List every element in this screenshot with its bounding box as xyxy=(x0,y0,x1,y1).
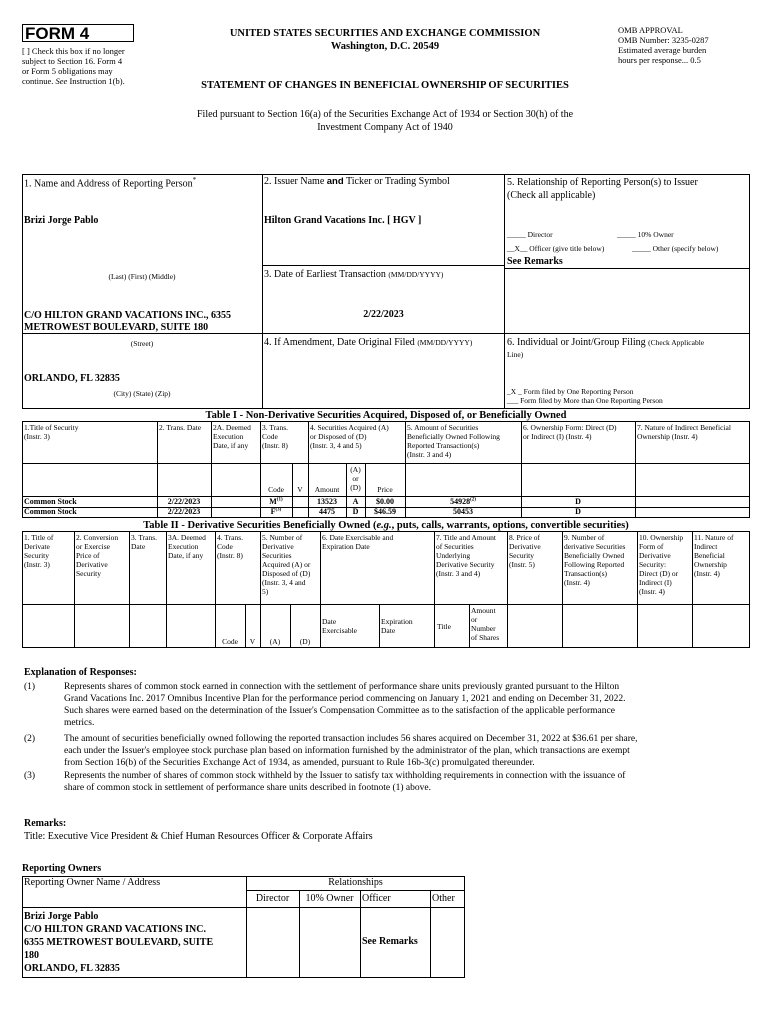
table2-rule xyxy=(637,531,638,648)
street-caption: (Street) xyxy=(130,339,154,348)
t1-col-nature xyxy=(637,423,731,441)
t1-h-line: 2. Trans. Date xyxy=(159,423,202,432)
t2-h-line: derivative Securities xyxy=(564,542,626,551)
filed-line: Investment Company Act of 1940 xyxy=(317,122,453,133)
t1-h-line: Ownership (Instr. 4) xyxy=(637,432,698,441)
t1-row-owned-value: 54928 xyxy=(450,497,471,506)
footnote xyxy=(24,770,754,794)
t2-h-line: 4. Trans. xyxy=(217,533,244,542)
grid-divider xyxy=(262,265,505,266)
table2-rule xyxy=(166,531,167,648)
filed-pursuant xyxy=(110,108,660,134)
owners-rule xyxy=(246,890,465,891)
t1-col-acquired xyxy=(310,423,389,450)
t1-row-price: $0.00 xyxy=(376,497,394,506)
t1-h-line: or Indirect (I) (Instr. 4) xyxy=(523,432,592,441)
footnote-ref[interactable]: (1) xyxy=(276,497,283,503)
t1-row-ad: D xyxy=(352,507,359,516)
t1-sub-ad-line: (D) xyxy=(350,483,361,492)
owners-col-name: Reporting Owner Name / Address xyxy=(24,877,161,888)
table1-title: Table I - Non-Derivative Securities Acquired, Disposed of, or Beneficially Owned xyxy=(205,410,567,421)
agency-heading xyxy=(195,27,575,53)
one-reporting-person-option: _X _ Form filed by One Reporting Person xyxy=(507,387,634,396)
t2-h-line: Derivative xyxy=(76,560,108,569)
footnote-line: each under the Issuer's employee stock purchase plan based on information furnished by the administrator of the plan, which transactions are exempt xyxy=(64,746,630,756)
table1-rule xyxy=(635,421,636,518)
checkbox-note-line: or Form 5 obligations may xyxy=(22,66,113,76)
t2-h-line: Beneficial xyxy=(694,551,725,560)
t1-row-owned: 50453 xyxy=(453,507,473,516)
t2-h-line: Ownership xyxy=(694,560,727,569)
footnote-number: (1) xyxy=(24,682,36,692)
footnote xyxy=(24,681,754,729)
t2-h-line: Direct (D) or xyxy=(639,569,679,578)
t2-h-line: (Instr. 3, 4 and xyxy=(262,578,306,587)
footnote-text xyxy=(64,770,625,794)
t2-h-line: 10. Ownership xyxy=(639,533,684,542)
t1-h-line: (Instr. 3) xyxy=(24,432,50,441)
footnote-line: Grand Vacations Inc. 2017 Omnibus Incentive Plan for the performance period commencing on January 1, 2021 and ending on December 31, 2022. xyxy=(64,694,626,704)
t1-sub-ad-line: (A) xyxy=(350,465,361,474)
t1-h-line: Reported Transaction(s) xyxy=(407,441,480,450)
table2-rule xyxy=(692,531,693,648)
box5-label-line: (Check all applicable) xyxy=(507,190,596,201)
t2-col-owned xyxy=(564,533,625,587)
t1-h-line: 3. Trans. xyxy=(262,423,289,432)
table2-rule xyxy=(320,531,321,648)
form-title: FORM 4 xyxy=(22,24,134,42)
owners-rule xyxy=(246,876,247,978)
issuer-name: Hilton Grand Vacations Inc. [ HGV ] xyxy=(264,215,422,226)
box6-label xyxy=(507,337,747,361)
t2-h-line: or Exercise xyxy=(76,542,110,551)
t2-col-title xyxy=(24,533,53,569)
street-line: METROWEST BOULEVARD, SUITE 180 xyxy=(24,322,209,333)
box6-label-note2: Line) xyxy=(507,350,524,359)
statement-title: STATEMENT OF CHANGES IN BENEFICIAL OWNERSHIP OF SECURITIES xyxy=(201,80,569,91)
t1-row-amount: 4475 xyxy=(319,507,335,516)
footnote-line: from Section 16(b) of the Securities Exchange Act of 1934, as amended, pursuant to Rule 16b-3(c) promulgated thereunder. xyxy=(64,758,535,768)
owner-line: 180 xyxy=(24,950,39,961)
checkbox-note-line: [ ] Check this box if no longer xyxy=(22,46,125,56)
filed-line: Filed pursuant to Section 16(a) of the Securities Exchange Act of 1934 or Section 30(h) of the xyxy=(196,109,574,120)
omb-line: OMB APPROVAL xyxy=(618,25,683,35)
t1-sub-ad xyxy=(346,465,365,492)
t2-h-line: (Instr. 8) xyxy=(217,551,243,560)
table1-rule xyxy=(22,463,750,464)
footnote-number: (2) xyxy=(24,734,36,744)
t2-h-line: Derivate xyxy=(24,542,50,551)
t1-row-ad: A xyxy=(352,497,359,506)
t2-h-line: (Instr. 3 and 4) xyxy=(436,569,481,578)
table2-rule xyxy=(215,531,216,648)
t2-sub-line: Date xyxy=(322,617,337,626)
box3-label-text: 3. Date of Earliest Transaction xyxy=(264,269,386,280)
t1-h-line: Beneficially Owned Following xyxy=(407,432,500,441)
omb-line: OMB Number: 3235-0287 xyxy=(618,35,709,45)
t2-col-nature xyxy=(694,533,734,578)
t2-h-line: Disposed of (D) xyxy=(262,569,311,578)
table2-rule xyxy=(562,531,563,648)
t2-h-line: Security xyxy=(76,569,101,578)
owner-line: 6355 METROWEST BOULEVARD, SUITE xyxy=(24,937,214,948)
t2-h-line: Code xyxy=(217,542,233,551)
t1-row-code xyxy=(260,497,292,506)
t2-h-line: 3A. Deemed xyxy=(168,533,206,542)
t2-sub-code: Code xyxy=(222,637,238,646)
t2-h-line: Derivative xyxy=(262,542,294,551)
table2-rule xyxy=(129,531,130,648)
t1-sub-price: Price xyxy=(377,485,393,494)
t2-h-line: 7. Title and Amount xyxy=(436,533,497,542)
t2-h-line: Beneficially Owned xyxy=(564,551,625,560)
t2-sub-a: (A) xyxy=(269,637,281,646)
owners-rule xyxy=(360,890,361,978)
t2-h-line: Execution xyxy=(168,542,199,551)
box3-label xyxy=(264,269,443,280)
t2-h-line: 11. Nature of xyxy=(694,533,734,542)
owners-rule xyxy=(430,890,431,978)
t1-row-price: $46.59 xyxy=(374,507,396,516)
t1-col-trans-date xyxy=(159,423,201,432)
t1-sub-ad-line: or xyxy=(352,474,359,483)
footnote-text xyxy=(64,733,638,769)
t2-sub-line: of Shares xyxy=(471,633,500,642)
t2-h-line: Derivative Security xyxy=(436,560,495,569)
t1-row-date: 2/22/2023 xyxy=(167,507,201,516)
owners-col-ten-pct: 10% Owner xyxy=(305,893,354,904)
remarks-heading: Remarks: xyxy=(24,818,67,829)
t2-h-line: Security xyxy=(24,551,49,560)
other-checkbox: _____ Other (specify below) xyxy=(632,244,719,253)
table2-rule xyxy=(507,531,508,648)
city-caption: (City) (State) (Zip) xyxy=(113,389,171,398)
checkbox-note-line xyxy=(22,76,152,86)
t2-h-line: Following Reported xyxy=(564,560,625,569)
checkbox-note-instr: Instruction 1(b). xyxy=(69,76,125,86)
table2-title-b: , puts, calls, warrants, options, convertible securities) xyxy=(391,520,629,531)
footnote xyxy=(24,733,754,770)
t2-sub-v: V xyxy=(249,637,256,646)
t2-h-line: Indirect xyxy=(694,542,718,551)
t1-h-line: 1.Title of Security xyxy=(24,423,79,432)
t2-h-line: (Instr. 3) xyxy=(24,560,50,569)
owners-heading: Reporting Owners xyxy=(22,863,102,874)
owners-col-relationships: Relationships xyxy=(328,877,383,888)
box5-see-remarks: See Remarks xyxy=(507,256,563,267)
t1-h-line: 7. Nature of Indirect Beneficial xyxy=(637,423,731,432)
t1-col-deemed xyxy=(213,423,251,450)
t1-sub-code: Code xyxy=(268,485,284,494)
box4-label-text: 4. If Amendment, Date Original Filed xyxy=(264,337,415,348)
t2-h-line: 5) xyxy=(262,587,269,596)
table2-rule xyxy=(469,604,470,648)
t2-h-line: Securities xyxy=(262,551,292,560)
t1-row-code-value: F xyxy=(270,507,276,516)
checkbox-note-text: continue. xyxy=(22,76,54,86)
reporting-city: ORLANDO, FL 32835 xyxy=(24,373,120,384)
footnote-line: Represents the number of shares of common stock withheld by the Issuer to satisfy tax withholding requirements in connection with the issuance of xyxy=(64,771,626,781)
box2-label-a: 2. Issuer Name xyxy=(264,176,325,187)
footnote-line: share of common stock in settlement of performance share units described in footnote (1) above. xyxy=(64,783,431,793)
table2-rule xyxy=(260,531,261,648)
explanation-notes xyxy=(24,681,754,794)
t2-h-line: Form of xyxy=(639,542,664,551)
name-caption: (Last) (First) (Middle) xyxy=(108,272,176,281)
t2-sub-line: Exercisable xyxy=(322,626,357,635)
t2-col-conversion xyxy=(76,533,118,578)
owner-details xyxy=(24,910,213,975)
t2-h-line: Date, if any xyxy=(168,551,204,560)
owner-line: ORLANDO, FL 32835 xyxy=(24,963,120,974)
remarks-text: Title: Executive Vice President & Chief Human Resources Officer & Corporate Affairs xyxy=(24,831,373,842)
explanation-heading: Explanation of Responses: xyxy=(24,667,137,678)
grid-divider xyxy=(505,268,750,269)
t2-h-line: 6. Date Exercisable and xyxy=(322,533,394,542)
t1-h-line: (Instr. 3, 4 and 5) xyxy=(310,441,362,450)
t2-col-deemed xyxy=(168,533,206,560)
t2-h-line: of Securities xyxy=(436,542,474,551)
t2-h-line: 9. Number of xyxy=(564,533,605,542)
box2-label xyxy=(264,176,450,187)
t2-h-line: Indirect (I) xyxy=(639,578,672,587)
t1-row-form: D xyxy=(575,497,581,506)
t2-sub-line: Number xyxy=(471,624,496,633)
checkbox-note-line: subject to Section 16. Form 4 xyxy=(22,56,123,66)
t2-h-line: Security: xyxy=(639,560,667,569)
t2-sub-line: Expiration xyxy=(381,617,413,626)
t1-h-line: or Disposed of (D) xyxy=(310,432,367,441)
omb-approval xyxy=(618,25,758,65)
t1-row-amount: 13523 xyxy=(317,497,337,506)
box5-label-line: 5. Relationship of Reporting Person(s) to Issuer xyxy=(507,177,698,188)
t1-h-line: 4. Securities Acquired (A) xyxy=(310,423,389,432)
agency-address: Washington, D.C. 20549 xyxy=(330,41,440,52)
box1-label-mark: * xyxy=(192,176,197,184)
t1-sub-v: V xyxy=(297,485,303,494)
box6-label-note: (Check Applicable xyxy=(648,338,705,347)
t1-row-owned xyxy=(405,497,521,506)
box4-label-fmt: (MM/DD/YYYY) xyxy=(417,338,473,347)
t1-row-title: Common Stock xyxy=(24,507,77,516)
agency-name: UNITED STATES SECURITIES AND EXCHANGE COMMISSION xyxy=(229,28,541,39)
t2-sub-line: or xyxy=(471,615,478,624)
t2-sub-line: Date xyxy=(381,626,396,635)
t1-h-line: Execution xyxy=(213,432,244,441)
owners-col-other: Other xyxy=(432,893,455,904)
officer-checkbox: __X__ Officer (give title below) xyxy=(507,244,605,253)
grid-divider xyxy=(262,174,263,409)
t2-sub-d: (D) xyxy=(299,637,311,646)
table2-rule xyxy=(434,531,435,648)
t2-h-line: Underlying xyxy=(436,551,471,560)
t1-h-line: 2A. Deemed xyxy=(213,423,251,432)
box4-label xyxy=(264,337,472,348)
omb-line: Estimated average burden xyxy=(618,45,707,55)
t1-col-code xyxy=(262,423,288,450)
street-line: C/O HILTON GRAND VACATIONS INC., 6355 xyxy=(24,310,231,321)
t1-col-owned xyxy=(407,423,500,459)
t2-sub-amount xyxy=(471,606,499,642)
t1-col-title xyxy=(24,423,79,441)
t2-h-line: Expiration Date xyxy=(322,542,370,551)
t2-sub-title: Title xyxy=(437,622,451,631)
table2-title xyxy=(22,520,750,531)
footnote-line: metrics. xyxy=(64,718,95,728)
t2-h-line: 1. Title of xyxy=(24,533,54,542)
owner-officer-value: See Remarks xyxy=(362,936,418,947)
t2-col-code xyxy=(217,533,243,560)
t2-col-price xyxy=(509,533,541,569)
t1-h-line: Date, if any xyxy=(213,441,249,450)
box5-label xyxy=(507,176,750,202)
t2-sub-date-ex xyxy=(322,617,357,635)
checkbox-note-see: See xyxy=(55,76,68,86)
t1-col-form xyxy=(523,423,617,441)
t2-sub-line: Amount xyxy=(471,606,496,615)
table2-rule xyxy=(22,604,750,605)
footnote-ref[interactable]: (2) xyxy=(470,497,476,503)
footnote-text xyxy=(64,681,626,729)
t1-row-title: Common Stock xyxy=(24,497,77,506)
owners-col-officer: Officer xyxy=(362,893,391,904)
multiple-reporting-persons-option: ___ Form filed by More than One Reporting Person xyxy=(507,396,663,405)
footnote-line: Such shares were earned based on the determination of the Issuer's Compensation Committee as to the satisfaction of the applicable performance xyxy=(64,706,615,716)
t2-h-line: Transaction(s) xyxy=(564,569,608,578)
owners-col-director: Director xyxy=(255,893,290,904)
table2-rule xyxy=(74,531,75,648)
t2-h-line: (Instr. 5) xyxy=(509,560,535,569)
t2-sub-expiration xyxy=(381,617,413,635)
reporting-street xyxy=(24,310,231,334)
t2-h-line: (Instr. 4) xyxy=(564,578,590,587)
owner-line: Brizi Jorge Pablo xyxy=(24,911,99,922)
t2-h-line: Acquired (A) or xyxy=(262,560,311,569)
t2-h-line: (Instr. 4) xyxy=(694,569,720,578)
grid-divider xyxy=(504,174,505,409)
t2-h-line: Derivative xyxy=(509,542,541,551)
table2-title-eg: e.g. xyxy=(376,520,392,531)
footnote-ref[interactable]: (3) xyxy=(275,507,282,513)
table1-rule xyxy=(211,421,212,518)
t2-h-line: 2. Conversion xyxy=(76,533,119,542)
t1-h-line: (Instr. 3 and 4) xyxy=(407,450,452,459)
reporting-person-name: Brizi Jorge Pablo xyxy=(24,215,99,226)
table2-title-a: Table II - Derivative Securities Beneficially Owned ( xyxy=(143,520,377,531)
director-checkbox: _____ Director xyxy=(507,230,553,239)
t2-h-line: 5. Number of xyxy=(262,533,303,542)
t1-row-form: D xyxy=(575,507,581,516)
footnote-line: Represents shares of common stock earned in connection with the settlement of performance share units previously granted pursuant to the Hilton xyxy=(64,682,620,692)
earliest-transaction-date: 2/22/2023 xyxy=(363,309,404,320)
t1-row-date: 2/22/2023 xyxy=(167,497,201,506)
t2-col-form xyxy=(639,533,683,596)
t2-h-line: (Instr. 4) xyxy=(639,587,665,596)
t2-h-line: 3. Trans. xyxy=(131,533,158,542)
t2-col-number xyxy=(262,533,310,596)
t2-h-line: Date xyxy=(131,542,146,551)
box3-label-fmt: (MM/DD/YYYY) xyxy=(388,270,444,279)
footnote-number: (3) xyxy=(24,771,36,781)
t2-col-underlying xyxy=(436,533,496,578)
t2-h-line: Price of xyxy=(76,551,100,560)
t1-sub-amount: Amount xyxy=(314,485,340,494)
t2-h-line: 8. Price of xyxy=(509,533,541,542)
t1-row-code xyxy=(260,507,292,516)
t1-row-code-value: M xyxy=(269,497,277,506)
owners-rule xyxy=(22,907,465,908)
table2-rule xyxy=(379,604,380,648)
box2-label-b: Ticker or Trading Symbol xyxy=(345,176,450,187)
omb-line: hours per response... 0.5 xyxy=(618,55,701,65)
checkbox-note xyxy=(22,46,152,86)
t2-h-line: Security xyxy=(509,551,534,560)
owner-line: C/O HILTON GRAND VACATIONS INC. xyxy=(24,924,206,935)
t1-h-line: Code xyxy=(262,432,278,441)
box6-label-text: 6. Individual or Joint/Group Filing xyxy=(507,337,646,348)
ten-pct-owner-checkbox: _____ 10% Owner xyxy=(617,230,674,239)
box1-label xyxy=(24,176,196,189)
box2-label-and: and xyxy=(326,176,344,187)
t2-col-trans-date xyxy=(131,533,157,551)
t1-h-line: 6. Ownership Form: Direct (D) xyxy=(523,423,617,432)
reporting-grid xyxy=(22,174,750,409)
box1-label-text: 1. Name and Address of Reporting Person xyxy=(24,178,193,190)
t1-h-line: (Instr. 8) xyxy=(262,441,288,450)
footnote-line: The amount of securities beneficially owned following the reported transaction includes 56 shares acquired on December 31, 2022 at $36.61 per share, xyxy=(64,734,638,744)
t2-col-exercisable xyxy=(322,533,393,551)
t2-h-line: Derivative xyxy=(639,551,671,560)
t1-h-line: 5. Amount of Securities xyxy=(407,423,479,432)
